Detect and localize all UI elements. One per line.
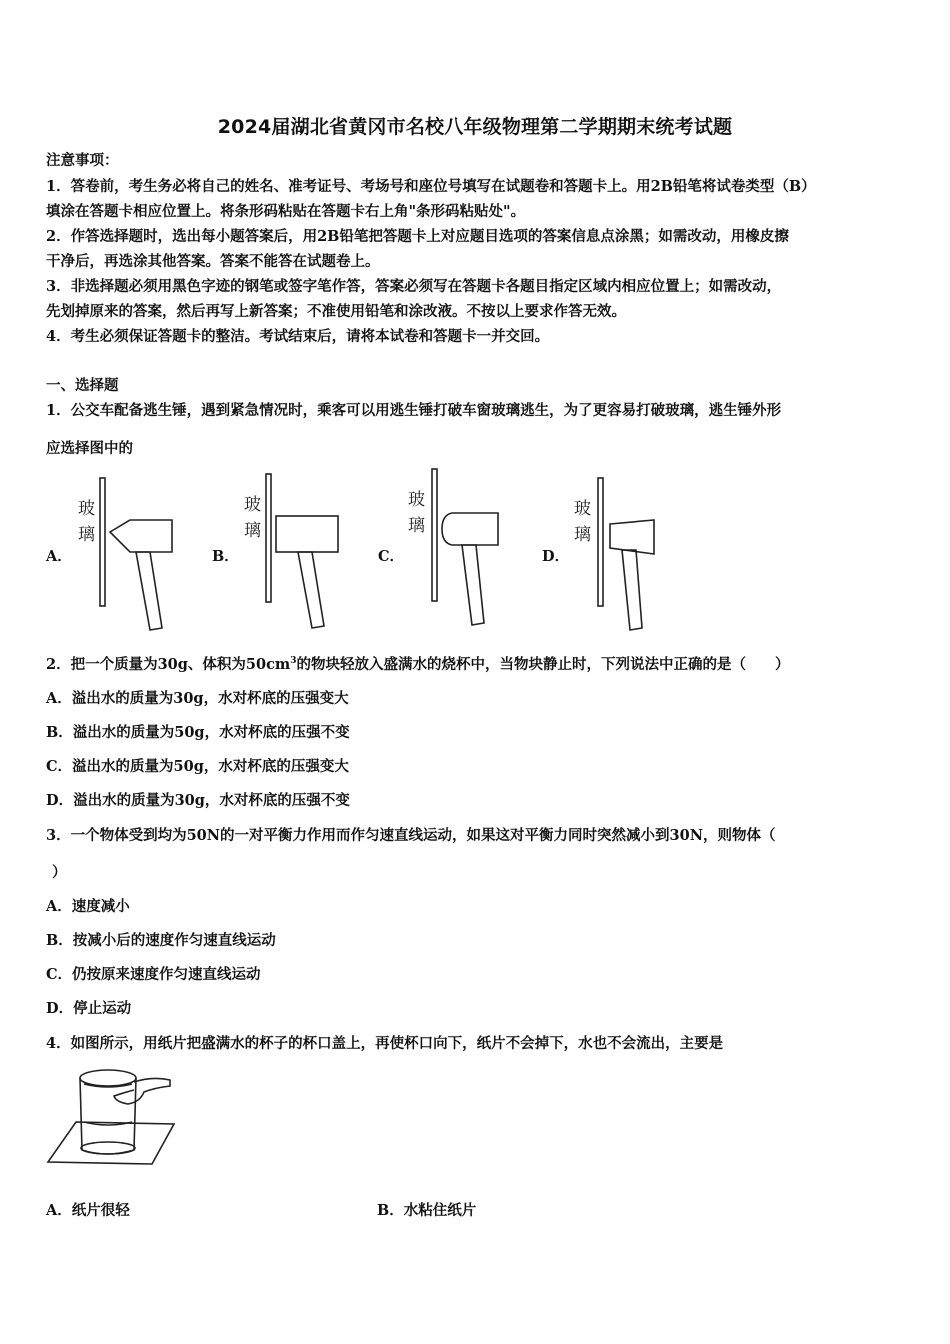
hammer-handle [136, 552, 162, 630]
hammer-figure-b [238, 470, 348, 635]
glass-label-char: 玻 [244, 495, 261, 515]
q1-option-b-label: B． [212, 548, 239, 565]
q2-option-c: C．溢出水的质量为50g，水对杯底的压强变大 [46, 758, 349, 775]
notice-line: 2．作答选择题时，选出每小题答案后，用2B铅笔把答题卡上对应题目选项的答案信息点涂黑；如需改动，用橡皮擦 [46, 228, 789, 245]
question-1-stem-cont: 应选择图中的 [46, 440, 133, 457]
q2-stem-part: 2．把一个质量为30g、体积为50cm [46, 656, 291, 673]
section-heading: 一、选择题 [46, 377, 119, 394]
hammer-handle [462, 545, 484, 625]
glass-label-char: 璃 [244, 521, 261, 541]
question-1-stem: 1．公交车配备逃生锤，遇到紧急情况时，乘客可以用逃生锤打破车窗玻璃逃生，为了更容易打破玻璃，逃生锤外形 [46, 402, 782, 419]
notice-line: 1．答卷前，考生务必将自己的姓名、准考证号、考场号和座位号填写在试题卷和答题卡上。用2B铅笔将试卷类型（B） [46, 178, 816, 195]
cup-mouth [81, 1142, 135, 1154]
notice-line: 填涂在答题卡相应位置上。将条形码粘贴在答题卡右上角"条形码粘贴处"。 [46, 203, 526, 220]
glass-label-char: 璃 [408, 516, 425, 536]
hammer-head-pointed [110, 520, 172, 552]
notice-line: 干净后，再选涂其他答案。答案不能答在试题卷上。 [46, 253, 380, 270]
notice-line: 4．考生必须保证答题卡的整洁。考试结束后，请将本试卷和答题卡一并交回。 [46, 328, 550, 345]
hammer-figure-a [70, 470, 180, 635]
glass-label-char: 玻 [408, 490, 425, 510]
hand-holding-cup [114, 1078, 170, 1104]
glass-label-char: 玻 [78, 499, 95, 519]
notice-line: 先划掉原来的答案，然后再写上新答案；不准使用铅笔和涂改液。不按以上要求作答无效。 [46, 303, 626, 320]
q3-option-a: A．速度减小 [46, 898, 130, 915]
notice-heading: 注意事项： [46, 152, 119, 169]
cup-bottom [80, 1070, 136, 1086]
q2-option-b: B．溢出水的质量为50g，水对杯底的压强不变 [46, 724, 350, 741]
q4-option-a: A．纸片很轻 [46, 1202, 130, 1219]
glass-label-char: 璃 [574, 525, 591, 545]
question-3-stem: 3．一个物体受到均为50N的一对平衡力作用而作匀速直线运动，如果这对平衡力同时突然减小到30N，则物体（ [46, 827, 776, 844]
q2-option-d: D．溢出水的质量为30g，水对杯底的压强不变 [46, 792, 350, 809]
hammer-handle [622, 550, 642, 630]
q2-stem-superscript: 3 [290, 656, 297, 666]
glass-pane [266, 474, 271, 602]
glass-label-char: 璃 [78, 525, 95, 545]
question-2-stem [46, 656, 906, 674]
notice-line: 3．非选择题必须用黑色字迹的钢笔或签字笔作答，答案必须写在答题卡各题目指定区域内相应位置上；如需改动， [46, 278, 782, 295]
q3-option-d: D．停止运动 [46, 1000, 132, 1017]
glass-pane [100, 478, 105, 606]
page-title: 2024届湖北省黄冈市名校八年级物理第二学期期末统考试题 [217, 116, 733, 138]
q1-option-a-label: A． [46, 548, 72, 565]
hammer-head-rounded [442, 513, 498, 545]
q3-option-c: C．仍按原来速度作匀速直线运动 [46, 966, 261, 983]
glass-label-char: 玻 [574, 499, 591, 519]
q4-option-b: B．水粘住纸片 [377, 1202, 477, 1219]
glass-pane [598, 478, 603, 606]
q2-option-a: A．溢出水的质量为30g，水对杯底的压强变大 [46, 690, 349, 707]
hammer-handle [298, 552, 324, 628]
paper-card [48, 1122, 174, 1164]
q2-stem-part: 的物块轻放入盛满水的烧杯中，当物块静止时，下列说法中正确的是（ ） [296, 656, 790, 673]
q1-option-d-label: D． [542, 548, 570, 565]
hammer-head-flat [276, 516, 338, 552]
question-3-stem-cont: ） [52, 864, 67, 881]
hammer-head-tapered [610, 520, 654, 554]
inverted-cup-figure [44, 1062, 179, 1172]
glass-pane [432, 469, 437, 601]
hammer-figure-c [404, 465, 514, 635]
hammer-figure-d [570, 470, 680, 635]
q3-option-b: B．按减小后的速度作匀速直线运动 [46, 932, 276, 949]
question-4-stem: 4．如图所示，用纸片把盛满水的杯子的杯口盖上，再使杯口向下，纸片不会掉下，水也不会流出，主要是 [46, 1035, 724, 1052]
q1-option-c-label: C． [378, 548, 405, 565]
